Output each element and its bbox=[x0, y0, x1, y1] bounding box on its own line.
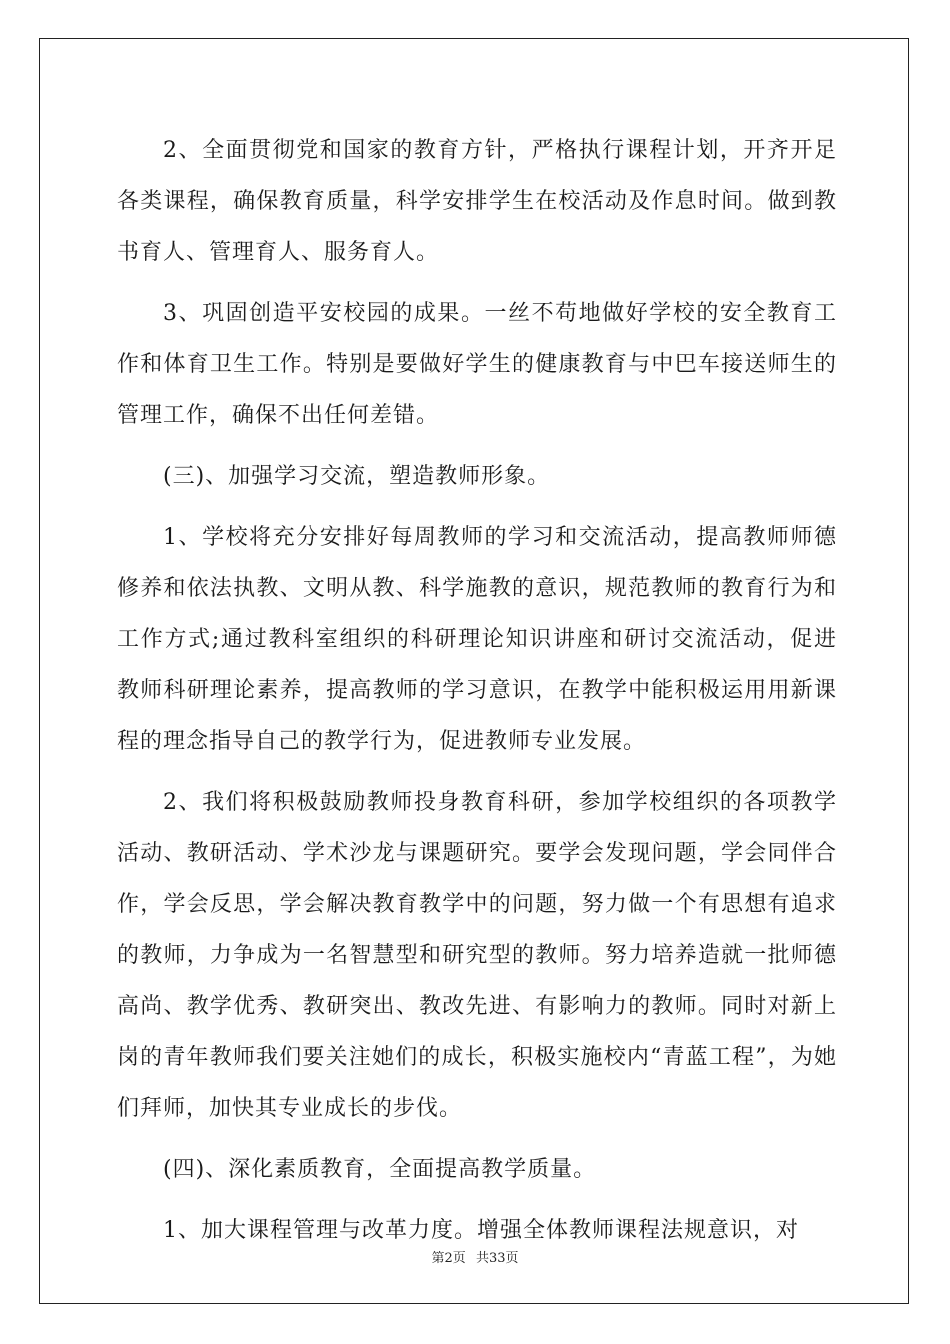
paragraph: 2、我们将积极鼓励教师投身教育科研，参加学校组织的各项教学活动、教研活动、学术沙龙与课题研究。要学会发现问题，学会同伴合作，学会反思，学会解决教育教学中的问题，努力做一个有思想有追求的教师，力争成为一名智慧型和研究型的教师。努力培养造就一批师德高尚、教学优秀、教研突出、教改先进、有影响力的教师。同时对新上岗的青年教师我们要关注她们的成长，积极实施校内“青蓝工程”，为她们拜师，加快其专业成长的步伐。 bbox=[117, 790, 837, 1121]
paragraph: 1、学校将充分安排好每周教师的学习和交流活动，提高教师师德修养和依法执教、文明从教、科学施教的意识，规范教师的教育行为和工作方式;通过教科室组织的科研理论知识讲座和研讨交流活动，促进教师科研理论素养，提高教师的学习意识，在教学中能积极运用用新课程的理念指导自己的教学行为，促进教师专业发展。 bbox=[117, 525, 837, 754]
section-heading: (四)、深化素质教育，全面提高教学质量。 bbox=[163, 1157, 597, 1182]
page-number: 第2页 bbox=[431, 1251, 466, 1266]
paragraph: 2、全面贯彻党和国家的教育方针，严格执行课程计划，开齐开足各类课程，确保教育质量，科学安排学生在校活动及作息时间。做到教书育人、管理育人、服务育人。 bbox=[117, 138, 837, 265]
paragraph: 3、巩固创造平安校园的成果。一丝不苟地做好学校的安全教育工作和体育卫生工作。特别是要做好学生的健康教育与中巴车接送师生的管理工作，确保不出任何差错。 bbox=[117, 301, 837, 428]
page-footer bbox=[0, 1247, 950, 1266]
page-total: 共33页 bbox=[475, 1251, 519, 1266]
paragraph: 1、加大课程管理与改革力度。增强全体教师课程法规意识，对 bbox=[163, 1218, 799, 1243]
section-heading: (三)、加强学习交流，塑造教师形象。 bbox=[163, 464, 551, 489]
document-body bbox=[117, 125, 837, 1266]
